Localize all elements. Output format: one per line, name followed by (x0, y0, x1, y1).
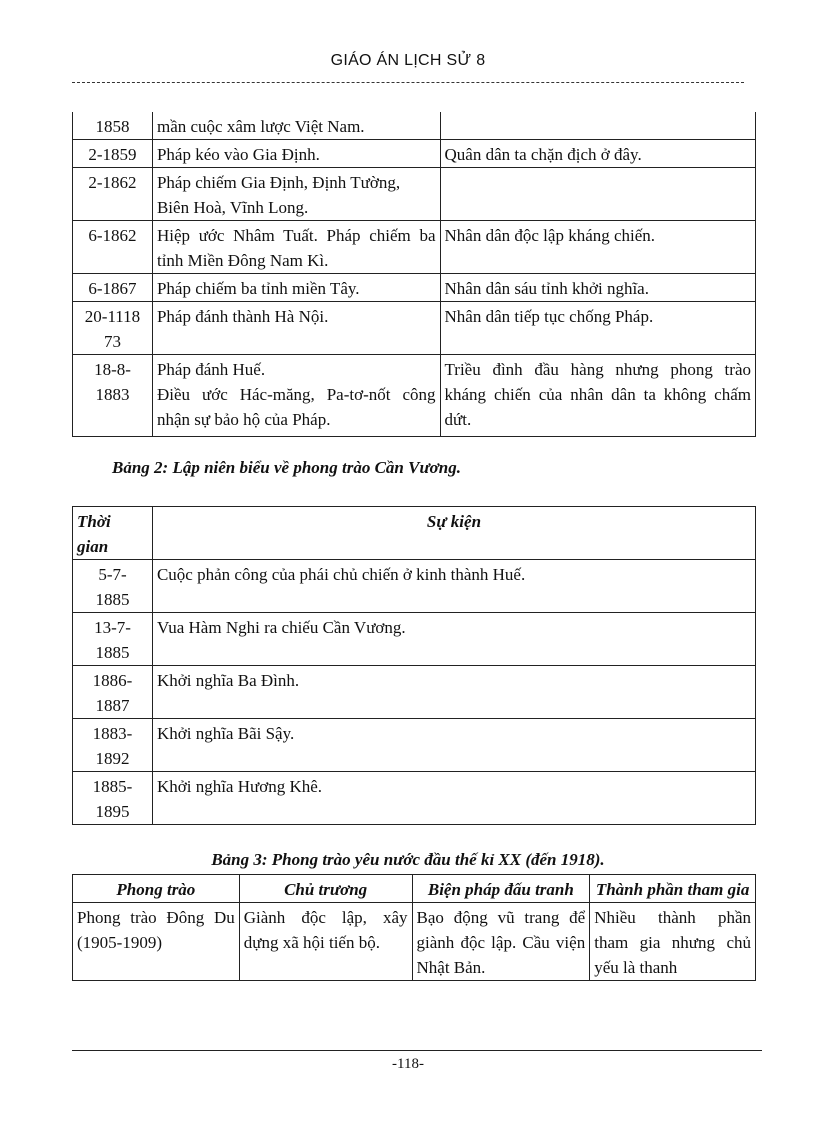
date-text: 18-8-1883 (94, 360, 131, 404)
date-cell: 1858 (73, 112, 153, 140)
date-cell (73, 772, 153, 825)
date-cell (73, 560, 153, 613)
date-cell: 2-1859 (73, 140, 153, 168)
table-row (73, 719, 756, 772)
response-cell: Nhân dân độc lập kháng chiến. (440, 221, 755, 274)
date-cell (73, 355, 153, 437)
date-text: 20-111873 (84, 307, 141, 351)
page-header-title: GIÁO ÁN LỊCH SỬ 8 (330, 52, 486, 69)
col-header-time-text: Thời gian (77, 512, 111, 556)
date-text: 1885-1895 (92, 777, 133, 821)
table-row (73, 112, 756, 140)
table-row (73, 302, 756, 355)
event-cell: Pháp chiếm Gia Định, Định Tường, Biên Hoà, Vĩnh Long. (152, 168, 440, 221)
movement-cell: Phong trào Đông Du (1905-1909) (73, 903, 240, 981)
table-row (73, 666, 756, 719)
date-cell (73, 719, 153, 772)
table-header-row (73, 507, 756, 560)
table-row (73, 355, 756, 437)
date-text: 1886-1887 (92, 671, 133, 715)
event-cell: Pháp chiếm ba tỉnh miền Tây. (152, 274, 440, 302)
date-cell: 6-1867 (73, 274, 153, 302)
table-row (73, 140, 756, 168)
table-row (73, 274, 756, 302)
event-cell: Vua Hàm Nghi ra chiếu Cần Vương. (152, 613, 755, 666)
event-line: Pháp đánh Huế. (156, 360, 266, 379)
response-cell: Triều đình đầu hàng nhưng phong trào kháng chiến của nhân dân ta không chấm dứt. (440, 355, 755, 437)
response-cell: Quân dân ta chặn địch ở đây. (440, 140, 755, 168)
timeline-table-1 (72, 112, 756, 437)
can-vuong-table (72, 506, 756, 825)
response-cell (440, 112, 755, 140)
date-cell: 6-1862 (73, 221, 153, 274)
date-text: 13-7-1885 (94, 618, 131, 662)
col-header-method: Biện pháp đấu tranh (412, 875, 590, 903)
table-row (73, 168, 756, 221)
col-header-time (73, 507, 153, 560)
event-cell: Khởi nghĩa Bãi Sậy. (152, 719, 755, 772)
table-row (73, 772, 756, 825)
event-cell: Pháp kéo vào Gia Định. (152, 140, 440, 168)
col-header-event: Sự kiện (152, 507, 755, 560)
col-header-members: Thành phần tham gia (590, 875, 756, 903)
response-cell: Nhân dân sáu tỉnh khởi nghĩa. (440, 274, 755, 302)
date-cell (73, 666, 153, 719)
table-row (73, 903, 756, 981)
col-header-policy: Chủ trương (239, 875, 412, 903)
table-3-caption: Bảng 3: Phong trào yêu nước đầu thế kỉ XX (đến 1918). (211, 850, 605, 869)
event-cell: Hiệp ước Nhâm Tuất. Pháp chiếm ba tỉnh Miền Đông Nam Kì. (152, 221, 440, 274)
table-2-caption: Bảng 2: Lập niên biểu về phong trào Cần Vương. (112, 458, 461, 477)
event-cell (152, 355, 440, 437)
date-cell (73, 613, 153, 666)
table-row (73, 221, 756, 274)
table-row (73, 560, 756, 613)
policy-cell: Giành độc lập, xây dựng xã hội tiến bộ. (239, 903, 412, 981)
event-cell: Khởi nghĩa Hương Khê. (152, 772, 755, 825)
footer-divider (72, 1050, 762, 1051)
page-number: -118- (392, 1056, 424, 1072)
header-divider (72, 82, 744, 83)
table-header-row (73, 875, 756, 903)
members-cell: Nhiều thành phần tham gia nhưng chủ yếu là thanh (590, 903, 756, 981)
method-cell: Bạo động vũ trang để giành độc lập. Cầu viện Nhật Bản. (412, 903, 590, 981)
response-cell (440, 168, 755, 221)
event-cell: Cuộc phản công của phái chủ chiến ở kinh thành Huế. (152, 560, 755, 613)
date-cell (73, 302, 153, 355)
response-cell: Nhân dân tiếp tục chống Pháp. (440, 302, 755, 355)
patriotic-movements-table (72, 874, 756, 981)
date-text: 1883-1892 (92, 724, 133, 768)
col-header-movement: Phong trào (73, 875, 240, 903)
date-cell: 2-1862 (73, 168, 153, 221)
event-line: Điều ước Hác-măng, Pa-tơ-nốt công nhận sự bảo hộ của Pháp. (156, 385, 436, 429)
table-row (73, 613, 756, 666)
event-cell: Khởi nghĩa Ba Đình. (152, 666, 755, 719)
event-cell: mần cuộc xâm lược Việt Nam. (152, 112, 440, 140)
date-text: 5-7-1885 (95, 565, 130, 609)
event-cell: Pháp đánh thành Hà Nội. (152, 302, 440, 355)
